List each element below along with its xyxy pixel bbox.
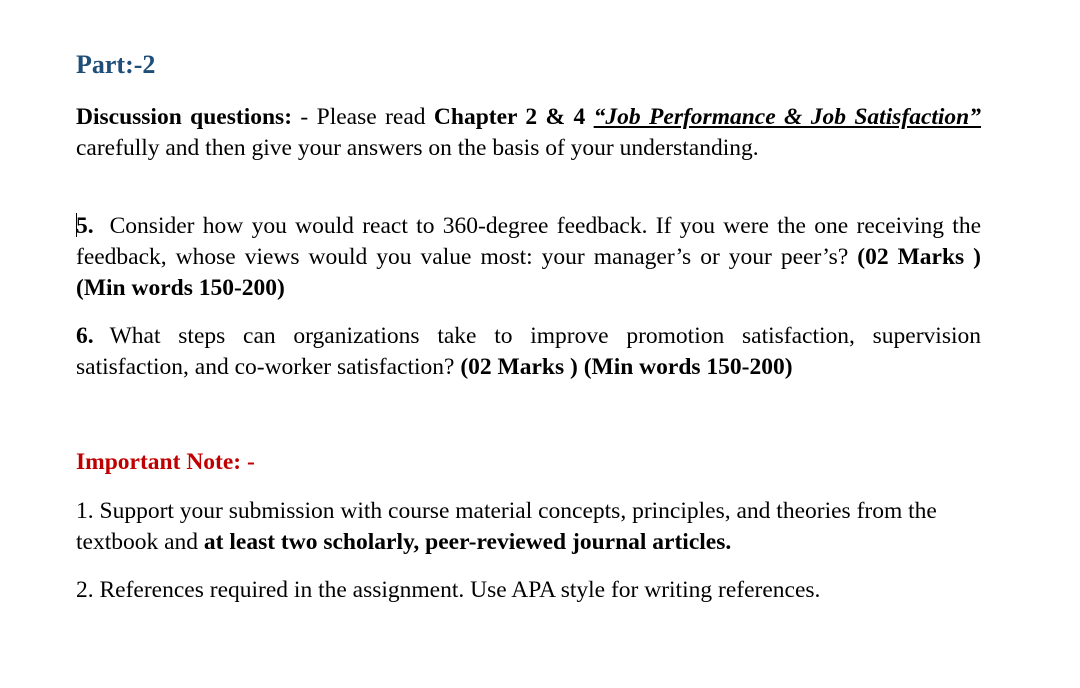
question-5 [76, 211, 981, 304]
discussion-text-1: - Please read [292, 104, 434, 130]
chapters-text: Chapter 2 & 4 [433, 104, 594, 130]
discussion-label: Discussion questions: [76, 104, 293, 130]
question-6 [76, 321, 981, 383]
question-6-marks: (02 Marks ) (Min words 150-200) [460, 354, 793, 380]
question-5-marks: (02 Marks ) (Min words 150-200) [76, 244, 981, 301]
note-item-1-text: 1. Support your submission with course material concepts, principles, and theories from the textbook and [76, 498, 937, 555]
part-heading: Part:-2 [76, 50, 156, 79]
note-item-2: 2. References required in the assignment. Use APA style for writing references. [76, 577, 821, 603]
note-item-1-bold: at least two scholarly, peer-reviewed journal articles. [203, 529, 732, 555]
discussion-paragraph [76, 102, 981, 164]
question-6-text: What steps can organizations take to improve promotion satisfaction, supervision satisfaction, and co-worker satisfaction? [76, 323, 981, 380]
question-5-number: 5. [76, 213, 94, 239]
chapter-title: “Job Performance & Job Satisfaction” [593, 104, 982, 130]
question-6-number: 6. [76, 323, 94, 349]
note-item-1 [76, 496, 981, 558]
discussion-text-2: carefully and then give your answers on the basis of your understanding. [76, 135, 759, 161]
important-note-heading: Important Note: - [76, 449, 255, 475]
question-5-text: Consider how you would react to 360-degree feedback. If you were the one receiving the feedback, whose views would you value most: your manager’s or your peer’s? [76, 213, 981, 270]
